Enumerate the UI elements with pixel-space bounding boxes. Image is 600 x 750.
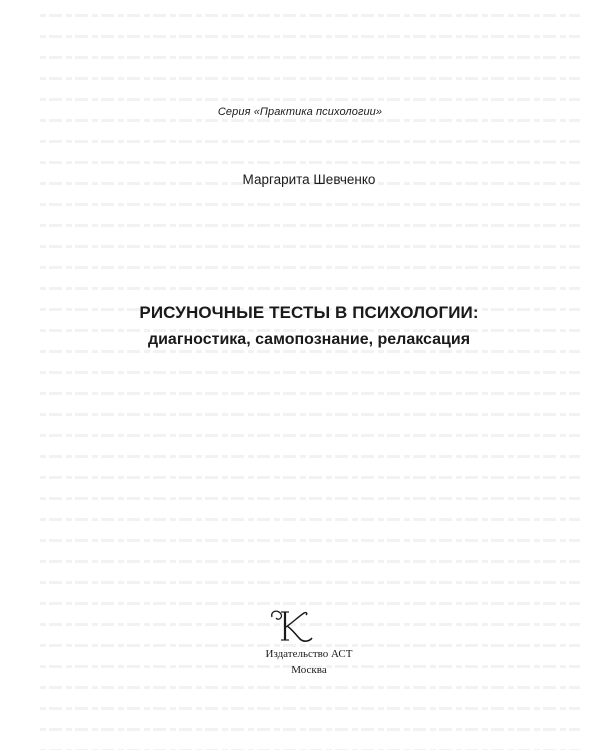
book-title: РИСУНОЧНЫЕ ТЕСТЫ В ПСИХОЛОГИИ:	[139, 303, 479, 322]
book-subtitle: диагностика, самопознание, релаксация	[147, 331, 471, 348]
publisher-name: Издательство АСТ	[265, 648, 353, 660]
publisher-logo	[268, 607, 320, 647]
series-label: Серия «Практика психологии»	[217, 106, 383, 118]
author-name: Маргарита Шевченко	[242, 172, 376, 187]
publisher-city: Москва	[291, 664, 327, 676]
